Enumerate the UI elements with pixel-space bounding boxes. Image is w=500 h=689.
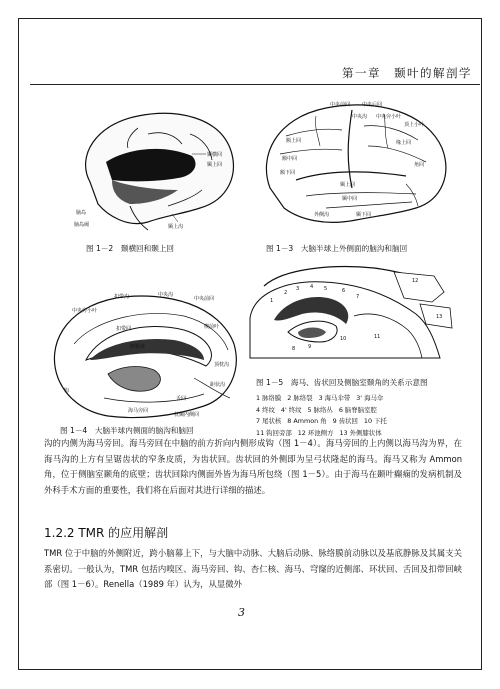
fig5-num-10: 10 (340, 336, 347, 342)
fig5-num-2: 2 (284, 290, 288, 296)
caption-figure-1-5: 图 1－5 海马、齿状回及侧脑室颞角的关系示意图 (256, 378, 428, 387)
label-precuneus: 楔前叶 (204, 324, 220, 330)
caption-figure-1-2: 图 1－2 颞横回和颞上回 (86, 244, 175, 253)
label-postcentral-gyrus: 中央后回 (362, 102, 383, 108)
legend-item: 11 钩回旁部 (256, 428, 292, 437)
label-superior-frontal: 额上回 (286, 138, 302, 144)
legend-item: 5 脉络丛 (307, 405, 333, 414)
fig5-num-6: 6 (342, 288, 346, 294)
label-central-sulcus-m: 中央沟 (158, 292, 174, 298)
legend-item: 9 齿状回 (332, 417, 358, 426)
label-paracentral-lobule: 中央旁小叶 (376, 114, 402, 120)
label-angular-gyrus: 角回 (414, 162, 425, 168)
label-uncus: 钩 (64, 388, 70, 394)
label-limen-insulae: 脑岛阈 (74, 222, 90, 228)
legend-item: 4 终纹 (256, 405, 275, 414)
label-precentral-gyrus: 中央前回 (330, 102, 351, 108)
label-parahippocampal: 海马旁回 (128, 408, 149, 414)
label-superior-parietal: 顶上小叶 (404, 122, 425, 128)
fig5-num-7: 7 (356, 294, 360, 300)
label-lingual: 舌回 (176, 396, 187, 402)
figure-1-5 (244, 258, 462, 374)
label-middle-temporal-gyrus: 颞中回 (342, 196, 358, 202)
legend-item: 12 环池侧方 (297, 428, 334, 437)
fig5-num-4: 4 (310, 284, 314, 290)
caption-figure-1-4: 图 1－4 大脑半球内侧面的脑沟和脑回 (60, 426, 194, 435)
label-insula: 脑岛 (76, 210, 87, 216)
legend-row (256, 405, 456, 417)
legend-item: 1 脉络膜 (256, 394, 282, 402)
legend-row (256, 393, 456, 405)
label-medial-occipitotemporal: 枕颞内侧回 (174, 412, 200, 418)
legend-item: 6 脑脊脑室腔 (338, 405, 377, 414)
fig5-num-5: 5 (324, 286, 328, 292)
legend-item: 10 下托 (363, 417, 387, 426)
legend-item: 3' 海马伞 (356, 394, 384, 402)
label-paracentral-lobule-m: 中央旁小叶 (72, 308, 98, 314)
legend-item: 4' 终纹 (280, 405, 302, 414)
legend-item: 2 脉络裂 (287, 394, 313, 402)
legend-item: 13 外侧膝状体 (339, 428, 382, 437)
body-paragraph-1: 沟的内侧为海马旁回。海马旁回在中脑的前方折向内侧形成钩（图 1－4）。海马旁回的上内侧以海马沟为界，在海马沟的上方有呈锯齿状的窄条皮质，为齿状回。齿状回的外侧即为呈弓状隆起的海马。海马又称为 Ammon 角，位于侧脑室颞角的底壁；齿状回除内侧面外皆为海马所包绕（图 1－5）。由于海马在颞叶癫痫的发病机制及外科手术方面的重要性，我们将在后面对其进行详细的描述。 (44, 438, 462, 495)
fig5-num-3: 3 (296, 286, 300, 292)
label-precentral-gyrus-m: 中央前回 (194, 296, 215, 302)
label-superior-temporal-sulcus: 颞上沟 (168, 224, 184, 230)
running-header (30, 64, 480, 85)
label-transverse-temporal: 颞横回 (207, 152, 223, 158)
chapter-title: 第一章 颞叶的解剖学 (342, 66, 472, 80)
legend-item: 7 尾状核 (256, 417, 282, 426)
label-cingulate-sulcus: 扣带沟 (114, 294, 130, 300)
label-inferior-frontal: 额下回 (280, 170, 296, 176)
fig5-num-8: 8 (292, 346, 296, 352)
fig5-num-12: 12 (412, 278, 419, 284)
label-middle-frontal: 额中回 (282, 156, 298, 162)
figure-1-3 (256, 96, 456, 236)
body-paragraph-2: TMR 位于中脑的外侧附近，跨小脑幕上下，与大脑中动脉、大脑后动脉、脉络膜前动脉以及基底静脉及其属支关系密切。一般认为，TMR 包括内嗅区、海马旁回、钩、杏仁核、海马、穹窿的近侧部、环状回、舌回及扣带回峡部（图 1－6）。Renella（1989 年）认为，从显微外 (44, 548, 462, 590)
fig5-num-1: 1 (270, 298, 274, 304)
label-superior-temporal-gyrus: 颞上回 (340, 182, 356, 188)
label-supramarginal: 缘上回 (396, 140, 412, 146)
legend-item: 3 海马伞带 (318, 394, 351, 402)
label-lateral-sulcus: 外侧沟 (314, 212, 330, 218)
label-inferior-temporal-gyrus: 颞下回 (356, 212, 372, 218)
label-cingulate-gyrus: 扣带回 (116, 326, 132, 332)
label-corpus-callosum: 胼胝体 (130, 344, 146, 350)
fig5-num-11: 11 (374, 334, 381, 340)
figure-1-4 (44, 288, 240, 424)
fig5-num-9: 9 (308, 344, 312, 350)
label-central-sulcus: 中央沟 (352, 114, 368, 120)
fig5-num-13: 13 (436, 314, 443, 320)
caption-figure-1-3: 图 1－3 大脑半球上外侧面的脑沟和脑回 (266, 244, 408, 253)
section-heading: 1.2.2 TMR 的应用解剖 (44, 526, 169, 540)
figure-1-5-legend (256, 393, 456, 439)
label-superior-temporal: 颞上回 (207, 162, 223, 168)
legend-item: 8 Ammon 角 (287, 417, 327, 426)
label-calcarine: 距状沟 (210, 382, 226, 388)
figure-1-2 (68, 104, 244, 236)
page-number: 3 (238, 606, 245, 619)
label-parieto-occipital: 顶枕沟 (214, 362, 230, 368)
legend-row (256, 416, 456, 428)
